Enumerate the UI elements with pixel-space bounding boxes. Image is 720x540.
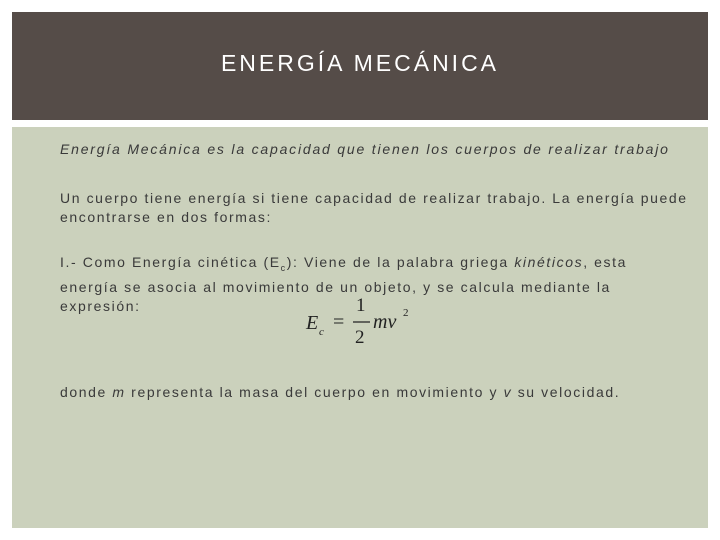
slide-title: ENERGÍA MECÁNICA xyxy=(220,49,500,76)
where-end: su velocidad. xyxy=(512,384,621,400)
formula-exponent: 2 xyxy=(403,307,409,319)
definition-text: Energía Mecánica es la capacidad que tienen los cuerpos de realizar trabajo xyxy=(60,141,670,157)
formula-equals: = xyxy=(333,311,345,333)
kinetic-mid: ): Viene de la palabra griega xyxy=(286,254,515,270)
kinetic-rest: , esta energía se asocia al movimiento de un objeto, y se calcula mediante la expresión: xyxy=(60,254,628,314)
where-prefix: donde xyxy=(60,384,113,400)
content-area xyxy=(12,127,708,528)
where-m-symbol: m xyxy=(112,384,126,400)
intro-text: Un cuerpo tiene energía si tiene capacidad de realizar trabajo. La energía puede encontrarse en dos formas: xyxy=(60,190,688,225)
formula-rhs: mv xyxy=(373,311,397,333)
title-bar xyxy=(12,12,708,120)
where-v-symbol: v xyxy=(503,384,513,400)
kinetic-prefix: I.- Como Energía cinética (E xyxy=(60,254,281,270)
kinetic-subscript: c xyxy=(280,262,287,273)
where-text xyxy=(60,383,690,402)
formula-denominator: 2 xyxy=(355,327,365,348)
where-mid: representa la masa del cuerpo en movimiento y xyxy=(125,384,504,400)
kinetic-greek-word: kinéticos xyxy=(514,254,584,270)
formula-lhs: E xyxy=(306,312,319,334)
kinetic-energy-formula xyxy=(302,292,432,348)
formula-lhs-subscript: c xyxy=(319,326,324,338)
formula-numerator: 1 xyxy=(356,295,366,316)
